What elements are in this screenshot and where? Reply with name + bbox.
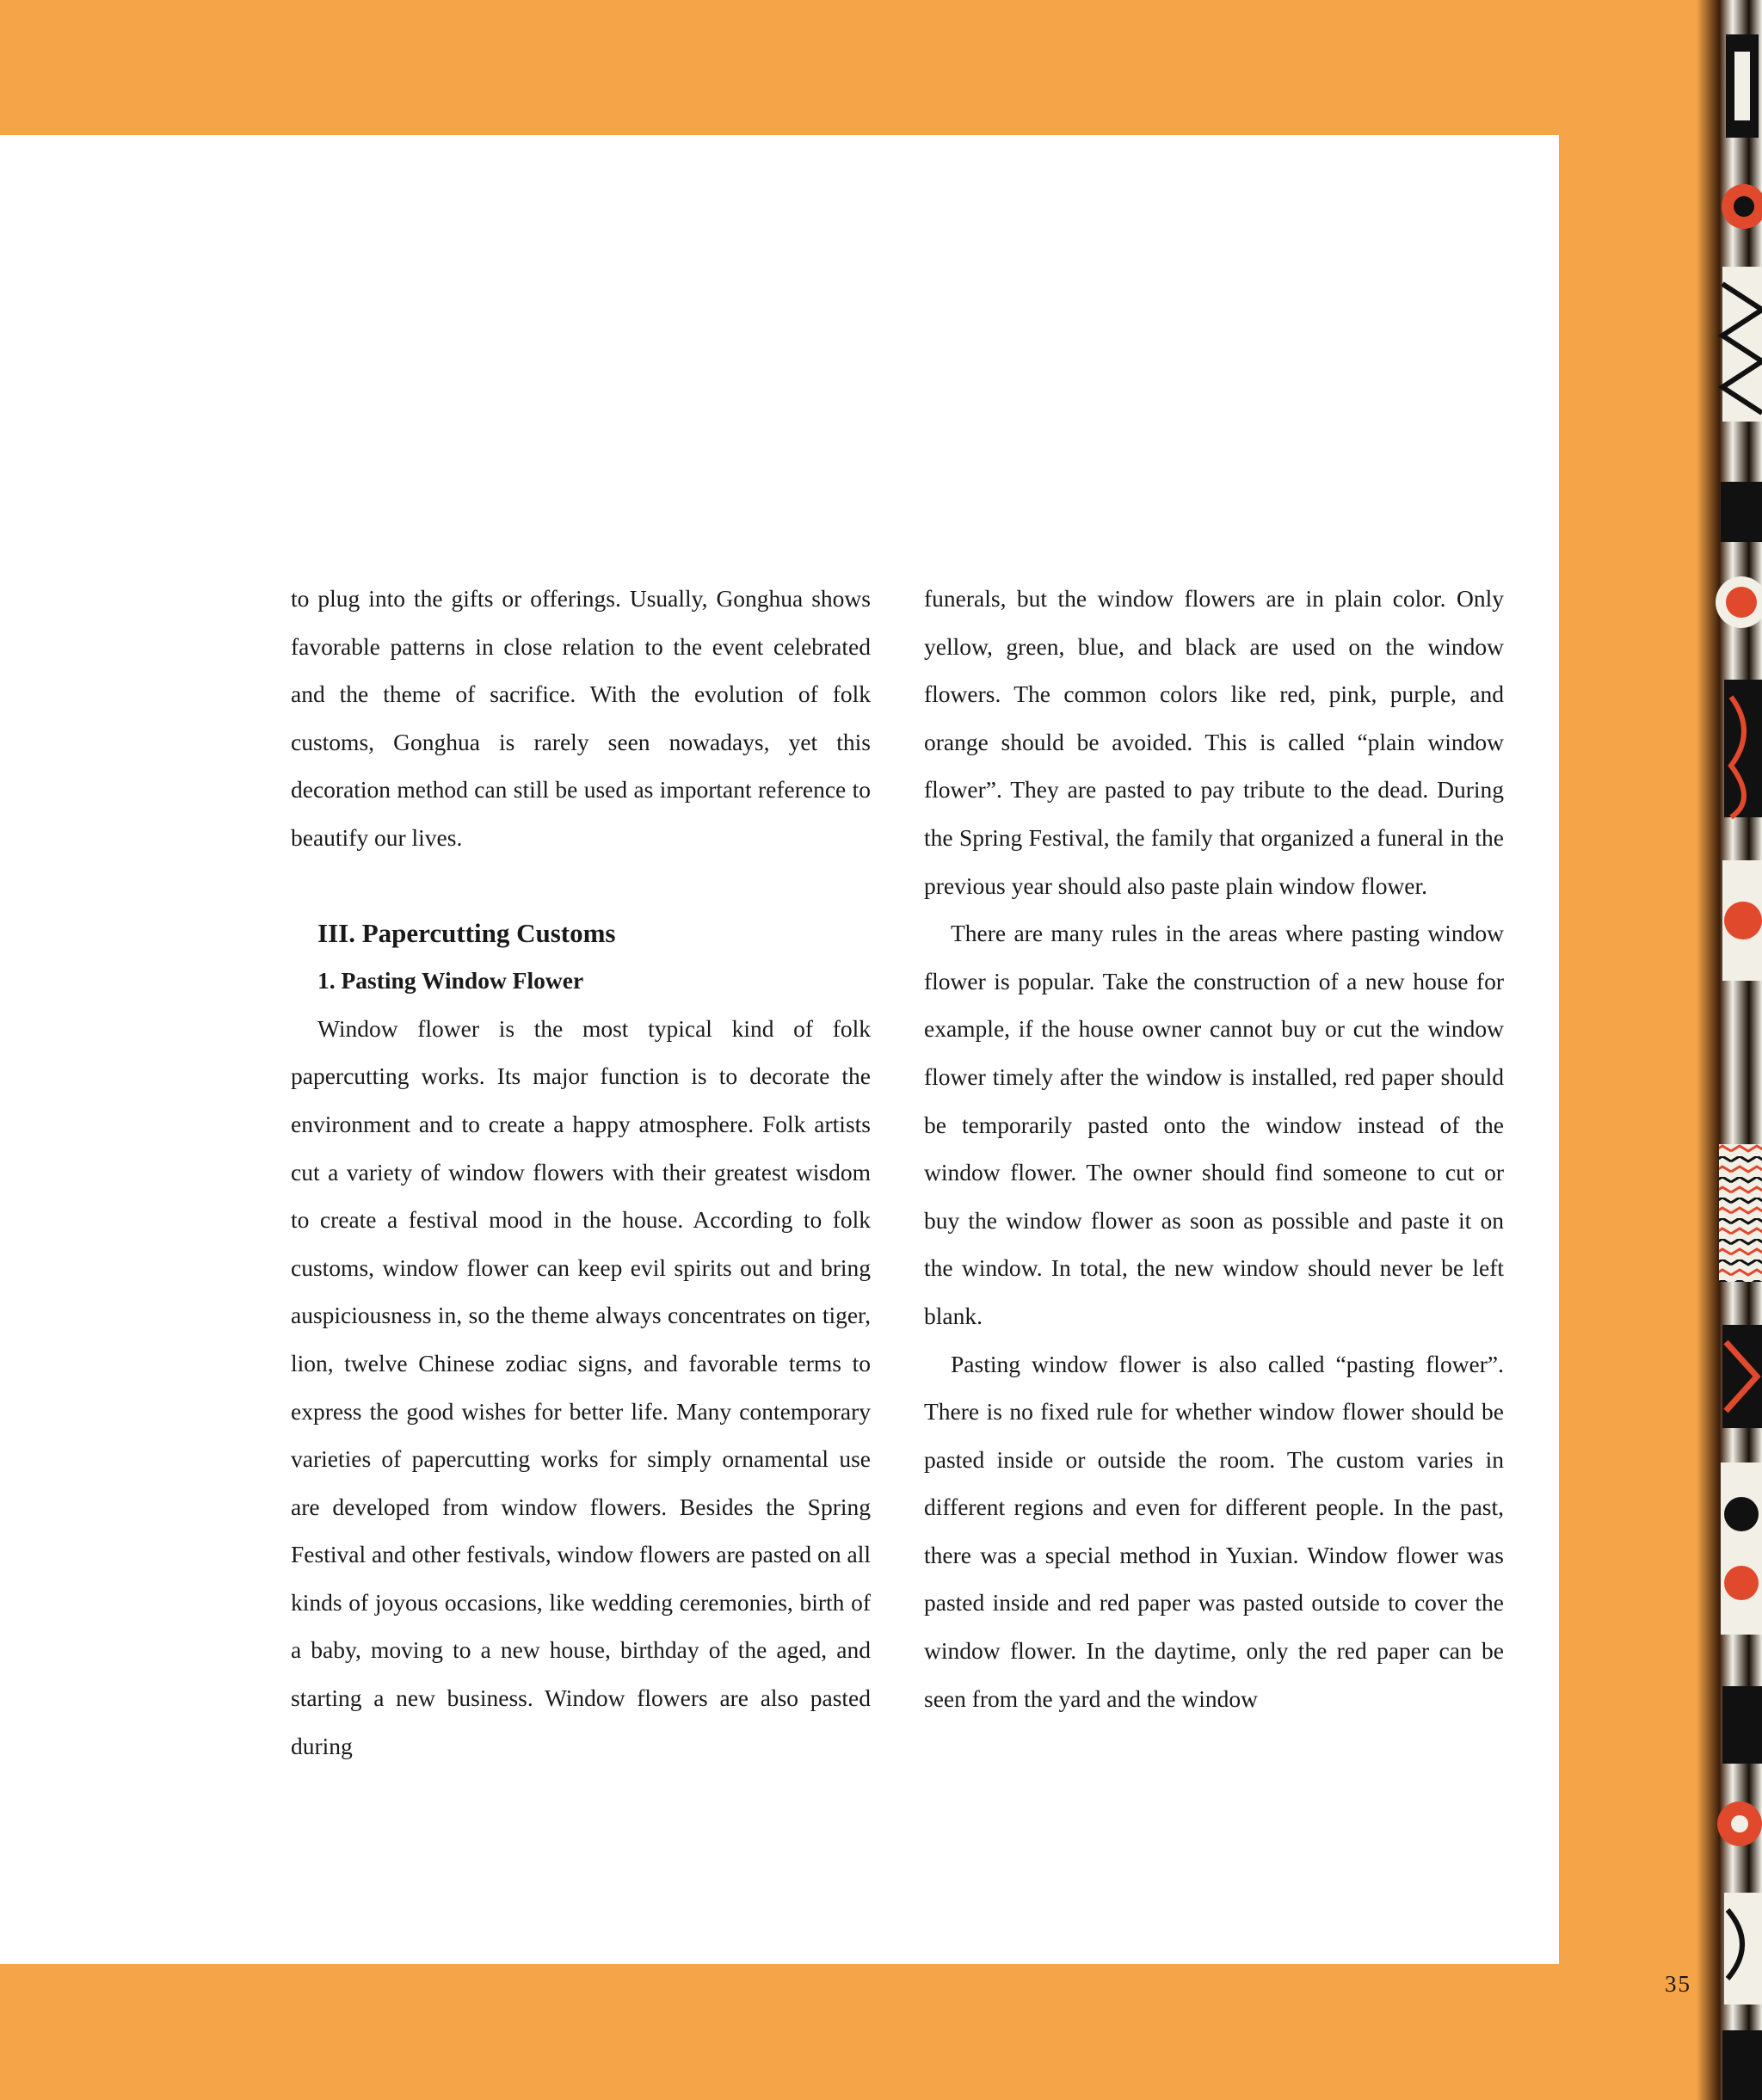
section-heading: III. Papercutting Customs — [317, 917, 616, 948]
paragraph-plain-window-flower: funerals, but the window flowers are in plain color. Only yellow, green, blue, and black are used on the window flowers. The common colors like red, pink, purple, and orange should be avoided. This is called “plain window flower”. They are pasted to pay tribute to the dead. During the Spring Festival, the family that organized a funeral in the previous year should also paste plain window flower. — [924, 585, 1504, 899]
paragraph-pasting-flower: Pasting window flower is also called “pasting flower”. There is no fixed rule for whether window flower should be pasted inside or outside the room. The custom varies in different regions and even for different people. In the past, there was a special method in Yuxian. Window flower was pasted inside and red paper was pasted outside to cover the window flower. In the daytime, only the red paper can be seen from the yard and the window — [924, 1350, 1504, 1712]
body-paragraph: Window flower is the most typical kind of folk papercutting works. Its major function is to decorate the environment and to create a happy atmosphere. Folk artists cut a variety of window flowers with their greatest wisdom to create a festival mood in the house. According to folk customs, window flower can keep evil spirits out and bring auspiciousness in, so the theme always concentrates on tiger, lion, twelve Chinese zodiac signs, and favorable terms to express the good wishes for better life. Many contemporary varieties of papercutting works for simply ornamental use are developed from window flowers. Besides the Spring Festival and other festivals, window flowers are pasted on all kinds of joyous occasions, like wedding ceremonies, birth of a baby, moving to a new house, birthday of the aged, and starting a new business. Window flowers are also pasted during — [291, 1014, 871, 1759]
intro-paragraph: to plug into the gifts or offerings. Usually, Gonghua shows favorable patterns in close relation to the event celebrated and the theme of sacrifice. With the evolution of folk customs, Gonghua is rarely seen nowadays, yet this decoration method can still be used as important reference to beautify our lives. — [291, 585, 871, 851]
sub-heading: 1. Pasting Window Flower — [317, 967, 584, 995]
right-text-column — [924, 575, 1504, 1722]
page-number: 35 — [1665, 1971, 1691, 1997]
papercut-border-icon — [1697, 0, 1762, 2100]
left-text-column — [291, 575, 871, 1770]
paragraph-pasting-rules: There are many rules in the areas where pasting window flower is popular. Take the construction of a new house for example, if the house owner cannot buy or cut the window flower timely after the window is installed, red paper should be temporarily pasted onto the window instead of the window flower. The owner should find someone to cut or buy the window flower as soon as possible and paste it on the window. In total, the new window should never be left blank. — [924, 920, 1504, 1329]
